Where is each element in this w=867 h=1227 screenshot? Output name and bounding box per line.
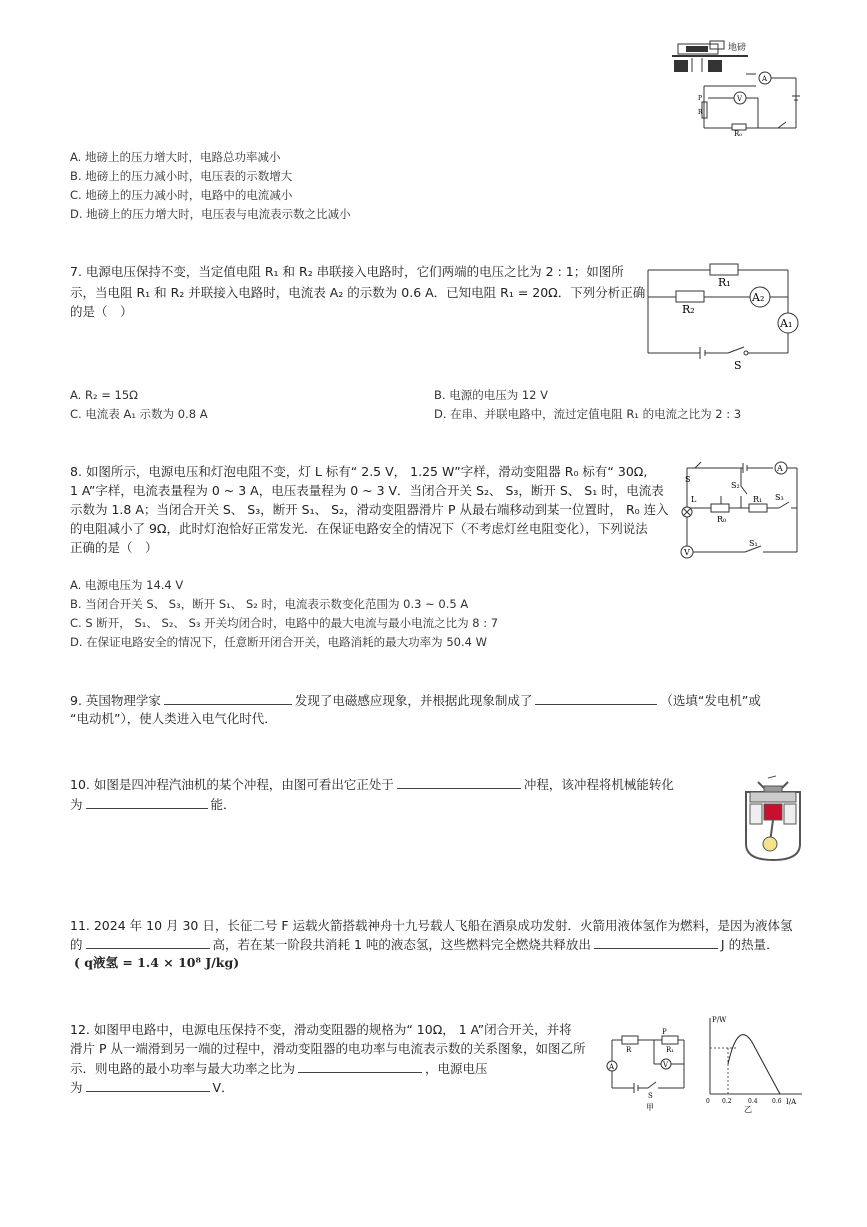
q7-question-line1: 7. 电源电压保持不变，当定值电阻 R₁ 和 R₂ 串联接入电路时，它们两端的电压之比为 2 : 1；如图所 <box>70 264 624 279</box>
q11-text-line2-mid: 高，若在某一阶段共消耗 1 吨的液态氢，这些燃料完全燃烧共释放出 <box>212 937 591 952</box>
q10-blank-energy[interactable] <box>86 794 208 809</box>
q7-circuit-diagram <box>640 255 810 375</box>
q12-circuit-diagram-jia <box>604 1024 696 1114</box>
q7-question-line3: 的是（ ） <box>70 304 133 319</box>
q12-question-line4 <box>70 1077 234 1097</box>
q10-blank-stroke[interactable] <box>397 774 521 789</box>
q10-text-mid: 冲程，该冲程将机械能转化 <box>523 777 674 792</box>
q11-blank-heat[interactable] <box>594 934 718 949</box>
q8-question-line3: 示数为 1.8 A；当闭合开关 S、 S₃，断开 S₁、 S₂，滑动变阻器滑片 P 从最右端移动到某一位置时， R₀ 连入 <box>70 502 669 517</box>
q8-r0-label: R₀ <box>717 515 727 524</box>
q8-question-line4: 的电阻减小了 9Ω，此时灯泡恰好正常发光．在保证电路安全的情况下（不考虑灯丝电阻变化），下列说法 <box>70 521 648 536</box>
q12-r-label: R <box>626 1046 632 1054</box>
q10-text-pre: 10. 如图是四冲程汽油机的某个冲程，由图可看出它正处于 <box>70 777 394 792</box>
q8-option-c: C. S 断开， S₁、 S₂、 S₃ 开关均闭合时，电路中的最大电流与最小电流之比为 8 : 7 <box>70 616 499 630</box>
svg-text:R₀: R₀ <box>734 130 743 138</box>
q12-yi-caption: 乙 <box>744 1105 752 1114</box>
q12-text-line4-pre: 为 <box>70 1080 83 1095</box>
q7-r2-label: R₂ <box>682 303 695 316</box>
q8-s2-label: S₂ <box>731 481 740 490</box>
q8-circuit-diagram <box>675 460 805 565</box>
q8-voltmeter-label: V <box>684 548 690 557</box>
q9-blank-scientist[interactable] <box>164 690 292 705</box>
q7-option-d: D. 在串、并联电路中，流过定值电阻 R₁ 的电流之比为 2 : 3 <box>434 407 742 421</box>
q7-switch-label: S <box>734 359 742 372</box>
svg-text:A: A <box>762 75 768 83</box>
svg-text:V: V <box>737 95 743 103</box>
q12-tick-06: 0.6 <box>772 1098 782 1105</box>
q9-text-post: （选填“发电机”或 <box>660 693 761 708</box>
svg-text:R: R <box>698 109 703 116</box>
q8-option-b: B. 当闭合开关 S、 S₃，断开 S₁、 S₂ 时，电流表示数变化范围为 0.3 ~ 0.5 A <box>70 597 469 611</box>
q12-p-label: P <box>662 1028 667 1036</box>
q12-text-line3-post: ，电源电压 <box>425 1061 488 1076</box>
q11-question-line1: 11. 2024 年 10 月 30 日，长征二号 F 运载火箭搭载神舟十九号载人飞船在酒泉成功发射．火箭用液体氢作为燃料，是因为液体氢 <box>70 918 793 933</box>
q9-question-line2: “电动机”），使人类进入电气化时代． <box>70 711 277 726</box>
q12-r1-label: R₁ <box>666 1046 675 1054</box>
q7-a2-label: A₂ <box>752 291 765 304</box>
q12-question-line2: 滑片 P 从一端滑到另一端的过程中，滑动变阻器的电功率与电流表示数的关系图象，如图乙所 <box>70 1041 586 1056</box>
q10-engine-diagram <box>740 772 806 864</box>
q12-blank-voltage[interactable] <box>86 1077 210 1092</box>
q12-power-current-graph <box>702 1012 810 1116</box>
q8-lamp-label: L <box>691 495 697 504</box>
q7-option-b: B. 电源的电压为 12 V <box>434 388 549 402</box>
q8-s3-label: S₃ <box>775 493 784 502</box>
q9-blank-device[interactable] <box>535 690 657 705</box>
q6-weighbridge-label: 地磅 <box>728 43 747 53</box>
q12-tick-02: 0.2 <box>722 1098 732 1105</box>
q6-option-b: B. 地磅上的压力减小时，电压表的示数增大 <box>70 169 293 183</box>
q11-question-line2 <box>70 934 779 954</box>
q8-question-line1: 8. 如图所示，电源电压和灯泡电阻不变，灯 L 标有“ 2.5 V， 1.25 W”字样，滑动变阻器 R₀ 标有“ 30Ω, <box>70 464 648 479</box>
q7-option-c: C. 电流表 A₁ 示数为 0.8 A <box>70 407 208 421</box>
q8-question-line2: 1 A”字样，电流表量程为 0 ~ 3 A，电压表量程为 0 ~ 3 V．当闭合开关 S₂、 S₃，断开 S、 S₁ 时，电流表 <box>70 483 664 498</box>
q7-r1-label: R₁ <box>718 276 731 289</box>
q11-text-line2-pre: 的 <box>70 937 83 952</box>
q12-s-label: S <box>648 1092 653 1100</box>
q9-question-line1 <box>70 690 761 710</box>
q8-option-a: A. 电源电压为 14.4 V <box>70 578 184 592</box>
q6-option-c: C. 地磅上的压力减小时，电路中的电流减小 <box>70 188 293 202</box>
q11-blank-property[interactable] <box>86 934 210 949</box>
q10-text-line2-pre: 为 <box>70 797 83 812</box>
q11-text-line2-post: J 的热量． <box>720 937 779 952</box>
q12-blank-power-ratio[interactable] <box>298 1058 422 1073</box>
q12-tick-0: 0 <box>706 1098 710 1105</box>
q12-xlabel: I/A <box>786 1098 797 1106</box>
q12-jia-caption: 甲 <box>646 1103 654 1112</box>
q6-option-a: A. 地磅上的压力增大时，电路总功率减小 <box>70 150 281 164</box>
q8-s-label: S <box>685 475 691 484</box>
q12-question-line1: 12. 如图甲电路中，电源电压保持不变，滑动变阻器的规格为“ 10Ω， 1 A”闭合开关，并将 <box>70 1022 572 1037</box>
q12-text-line4-post: V． <box>212 1080 234 1095</box>
q8-ammeter-label: A <box>777 464 783 473</box>
q7-option-a: A. R₂ = 15Ω <box>70 388 138 402</box>
q8-s1-label: S₁ <box>749 539 758 548</box>
q12-tick-04: 0.4 <box>748 1098 758 1105</box>
q10-question-line2 <box>70 794 236 814</box>
q12-question-line3 <box>70 1058 488 1078</box>
q6-option-d: D. 地磅上的压力增大时，电压表与电流表示数之比减小 <box>70 207 351 221</box>
q8-question-line5: 正确的是（ ） <box>70 540 158 555</box>
q8-r1-label: R₁ <box>753 495 763 504</box>
q9-text-mid: 发现了电磁感应现象，并根据此现象制成了 <box>294 693 533 708</box>
q7-a1-label: A₁ <box>780 317 793 330</box>
q8-option-d: D. 在保证电路安全的情况下，任意断开闭合开关，电路消耗的最大功率为 50.4 W <box>70 635 487 649</box>
q12-a-label: A <box>609 1063 615 1071</box>
q7-question-line2: 示，当电阻 R₁ 和 R₂ 并联接入电路时，电流表 A₂ 的示数为 0.6 A．已知电阻 R₁ = 20Ω．下列分析正确 <box>70 285 646 300</box>
q11-heat-value-formula: ( q液氢 = 1.4 × 10⁸ J/kg) <box>74 955 240 970</box>
svg-text:P: P <box>698 95 703 102</box>
q12-v-label: V <box>663 1061 669 1069</box>
q12-ylabel: P/W <box>712 1016 727 1024</box>
q10-text-line2-post: 能． <box>210 797 236 812</box>
q10-question-line1 <box>70 774 674 794</box>
q9-text-pre: 9. 英国物理学家 <box>70 693 161 708</box>
q12-text-line3: 示．则电路的最小功率与最大功率之比为 <box>70 1061 296 1076</box>
